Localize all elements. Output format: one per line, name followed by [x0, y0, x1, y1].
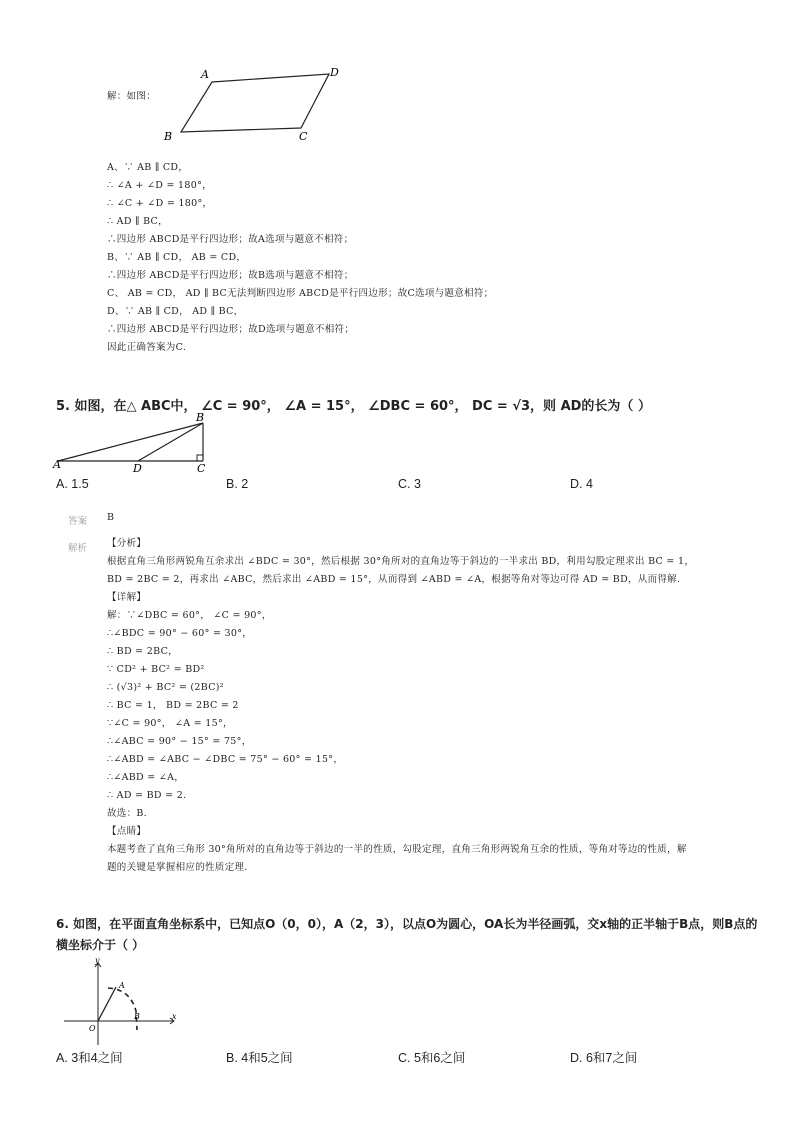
solution-line: 因此正确答案为C. [107, 342, 187, 353]
answer-tag: 答案 [68, 516, 88, 527]
label-D: D [133, 462, 142, 474]
parallelogram-shape [181, 74, 329, 132]
q5-analysis [107, 535, 694, 877]
analysis-line: 根据直角三角形两锐角互余求出 ∠BDC = 30°，然后根据 30°角所对的直角边等于斜边的一半求出 BD，利用勾股定理求出 BC = 1， [107, 556, 695, 567]
analysis-line: 本题考查了直角三角形 30°角所对的直角边等于斜边的一半的性质，勾股定理，直角三角形两锐角互余的性质，等角对等边的性质，解 [107, 844, 687, 855]
solution-line: B、∵ AB ∥ CD， AB = CD， [107, 252, 247, 263]
parallelogram-figure [160, 62, 350, 144]
analysis-line: ∴ BC = 1， BD = 2BC = 2 [107, 700, 239, 711]
label-B: B [134, 1012, 140, 1021]
q6-option-a: A. 3和4之间 [56, 1051, 123, 1065]
label-B: B [164, 130, 173, 143]
analysis-line: 解：∵∠DBC = 60°， ∠C = 90°， [107, 610, 272, 621]
q5-option-c: C. 3 [398, 477, 421, 491]
solution-line: ∴四边形 ABCD是平行四边形；故A选项与题意不相符； [107, 234, 354, 245]
analysis-line: 【详解】 [107, 592, 147, 603]
q6-option-c: C. 5和6之间 [398, 1051, 466, 1065]
analysis-line: 故选：B. [107, 808, 148, 819]
analysis-line: ∵∠C = 90°， ∠A = 15°， [107, 718, 233, 729]
analysis-line: 【点睛】 [107, 826, 147, 837]
q5-option-d: D. 4 [570, 477, 593, 491]
analysis-tag: 解析 [68, 543, 88, 554]
analysis-line: ∴∠ABD = ∠ABC − ∠DBC = 75° − 60° = 15°， [107, 754, 344, 765]
q5-option-b: B. 2 [226, 477, 249, 491]
solution-line: ∴四边形 ABCD是平行四边形；故D选项与题意不相符； [107, 324, 355, 335]
analysis-line: 【分析】 [107, 538, 147, 549]
label-A: A [53, 458, 61, 471]
solution-line: A、∵ AB ∥ CD， [107, 162, 189, 173]
q6-option-d: D. 6和7之间 [570, 1051, 638, 1065]
label-C: C [299, 130, 308, 143]
q6-stem-line2: 横坐标介于（ ） [56, 938, 145, 952]
solution-line: ∴ ∠C + ∠D = 180°， [107, 198, 213, 209]
label-x: x [172, 1012, 177, 1021]
right-triangle-figure [50, 408, 220, 474]
label-y: y [95, 956, 100, 965]
analysis-line: ∴ AD = BD = 2. [107, 790, 187, 801]
analysis-line: 题的关键是掌握相应的性质定理. [107, 862, 248, 873]
q5-option-a: A. 1.5 [56, 477, 89, 491]
solution-line: C、 AB = CD， AD ∥ BC无法判断四边形 ABCD是平行四边形；故C选项与题意相符； [107, 288, 494, 299]
analysis-line: ∴∠ABD = ∠A， [107, 772, 185, 783]
q6-stem-line1: 6. 如图，在平面直角坐标系中，已知点O（0，0），A（2，3），以点O为圆心，OA长为半径画弧，交x轴的正半轴于B点，则B点的 [56, 917, 758, 931]
analysis-line: BD = 2BC = 2，再求出 ∠ABC，然后求出 ∠ABD = 15°，从而得到 ∠ABD = ∠A，根据等角对等边可得 AD = BD，从而得解. [107, 574, 681, 585]
label-B: B [196, 411, 205, 424]
label-D: D [330, 66, 339, 79]
analysis-line: ∴ (√3)² + BC² = (2BC)² [107, 682, 224, 693]
q4-solution-intro: 解：如图： [107, 91, 157, 102]
q4-solution-lines [107, 159, 493, 357]
analysis-line: ∵ CD² + BC² = BD² [107, 664, 205, 675]
coordinate-figure [58, 955, 188, 1047]
label-C: C [197, 462, 206, 474]
analysis-line: ∴ BD = 2BC， [107, 646, 178, 657]
solution-line: ∴四边形 ABCD是平行四边形；故B选项与题意不相符； [107, 270, 354, 281]
solution-line: ∴ AD ∥ BC， [107, 216, 168, 227]
q6-option-b: B. 4和5之间 [226, 1051, 293, 1065]
q5-stem: 5. 如图，在△ ABC中， ∠C = 90°， ∠A = 15°， ∠DBC = 60°， DC = √3，则 AD的长为（ ） [56, 399, 651, 414]
analysis-line: ∴∠ABC = 90° − 15° = 75°， [107, 736, 252, 747]
analysis-line: ∴∠BDC = 90° − 60° = 30°， [107, 628, 253, 639]
label-O: O [89, 1024, 96, 1033]
label-A: A [119, 981, 125, 990]
label-A: A [201, 68, 209, 81]
answer-value: B [107, 512, 115, 523]
solution-line: ∴ ∠A + ∠D = 180°， [107, 180, 212, 191]
solution-line: D、∵ AB ∥ CD， AD ∥ BC， [107, 306, 244, 317]
